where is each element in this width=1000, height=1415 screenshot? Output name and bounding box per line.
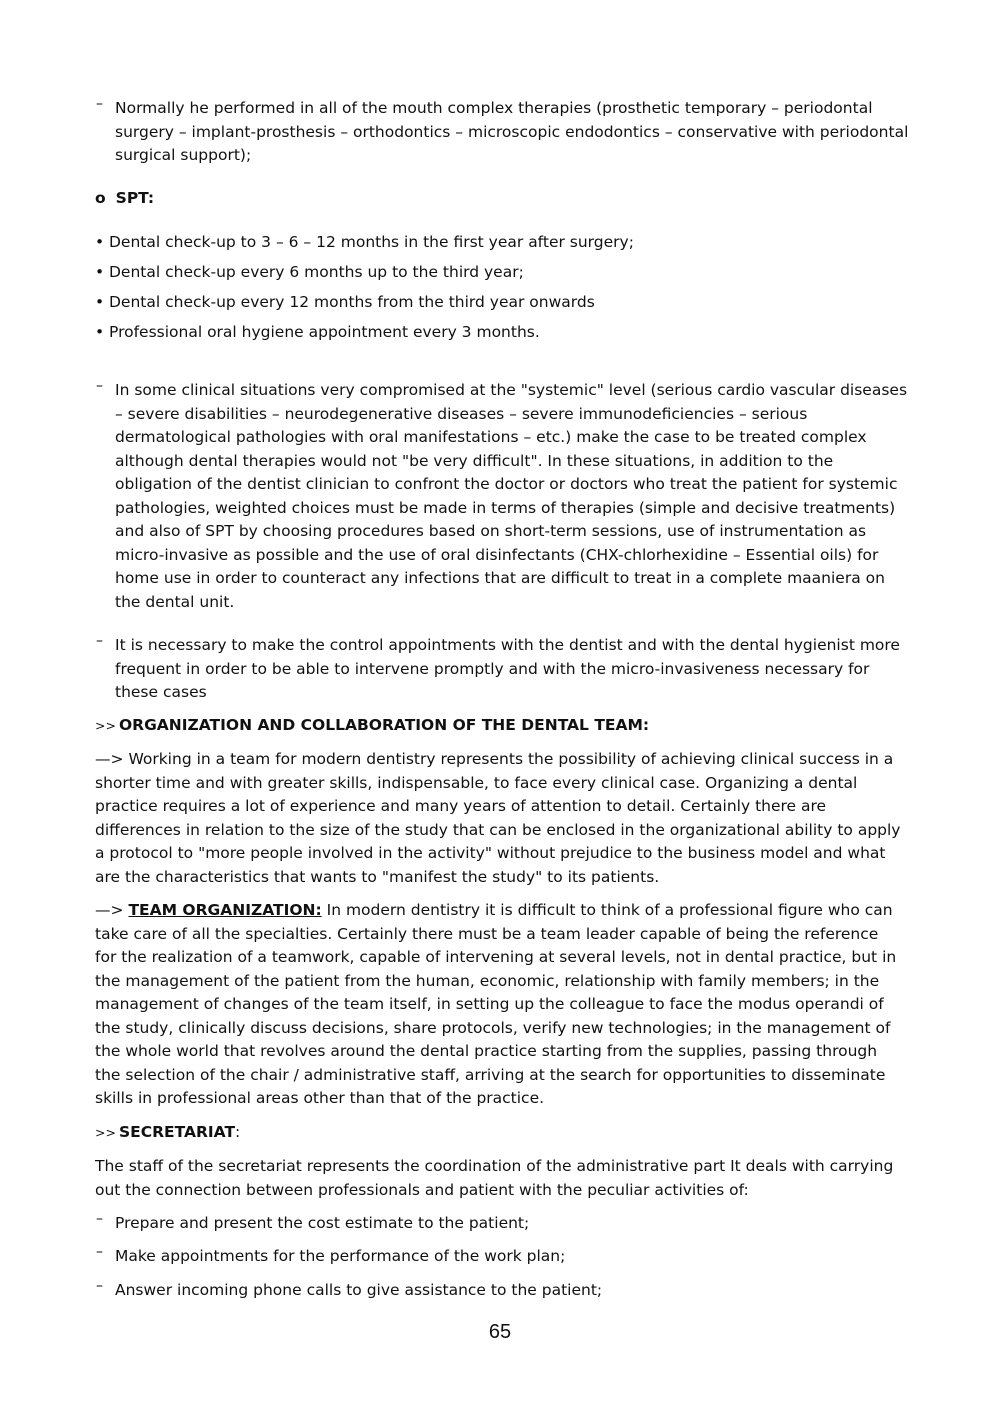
spt-heading-text: SPT:: [115, 189, 155, 207]
organization-heading-text: ORGANIZATION AND COLLABORATION OF THE DENTAL TEAM:: [118, 716, 650, 734]
bullet-icon: •: [95, 293, 105, 311]
spt-marker: o: [95, 189, 106, 207]
spt-bullet-item: [95, 231, 634, 255]
heading-arrow: >>: [95, 718, 116, 733]
spt-bullet-text: Dental check-up to 3 – 6 – 12 months in the first year after surgery;: [109, 233, 634, 251]
list-item-text: Normally he performed in all of the mouth complex therapies (prosthetic temporary – periodontal surgery – implant-prosthesis – orthodontics – microscopic endodontics – conservative with periodontal surgical support);: [115, 99, 909, 164]
secretariat-heading: [95, 1121, 240, 1145]
bullet-icon: •: [95, 233, 105, 251]
list-item-systemic: [96, 378, 915, 614]
spt-heading: [95, 187, 154, 211]
spt-bullet-item: [95, 321, 540, 345]
dash-marker: –: [96, 1244, 103, 1260]
list-item-control-appointments: [96, 633, 915, 705]
dash-marker: –: [96, 633, 103, 649]
organization-paragraph-text: Working in a team for modern dentistry represents the possibility of achieving clinical success in a shorter time and with greater skills, indispensable, to face every clinical case. Organizing a dental practice requires a lot of experience and many years of attention to detail. Certainly there are differences in relation to the size of the study that can be enclosed in the organizational ability to apply a protocol to "more people involved in the activity" without prejudice to the business model and what are the characteristics that wants to "manifest the study" to its patients.: [95, 750, 901, 886]
team-organization-paragraph: [95, 899, 903, 1111]
spt-bullet-item: [95, 291, 595, 315]
secretariat-colon: :: [235, 1123, 241, 1141]
list-item-text: In some clinical situations very compromised at the "systemic" level (serious cardio vascular diseases – severe disabilities – neurodegenerative diseases – severe immunodeficiencies – serious dermatological pathologies with oral manifestations – etc.) make the case to be treated complex although dental therapies would not "be very difficult". In these situations, in addition to the obligation of the dentist clinician to confront the doctor or doctors who treat the patient for systemic pathologies, weighted choices must be made in terms of therapies (simple and decisive treatments) and also of SPT by choosing procedures based on short-term sessions, use of instrumentation as micro-invasive as possible and the use of oral disinfectants (CHX-chlorhexidine – Essential oils) for home use in order to counteract any infections that are difficult to treat in a complete maaniera on the dental unit.: [115, 381, 908, 611]
secretariat-heading-text: SECRETARIAT: [118, 1123, 236, 1141]
dash-marker: –: [96, 96, 103, 112]
page-number: 65: [488, 1321, 512, 1343]
organization-paragraph: [95, 748, 903, 889]
list-item-text: It is necessary to make the control appointments with the dentist and with the dental hygienist more frequent in order to be able to intervene promptly and with the micro-invasiveness necessary for these cases: [115, 636, 900, 701]
bullet-icon: •: [95, 323, 105, 341]
secretariat-item: [96, 1244, 915, 1269]
dash-marker: –: [96, 1278, 103, 1294]
dash-marker: –: [96, 1211, 103, 1227]
paragraph-arrow: —>: [95, 750, 124, 768]
secretariat-item-text: Prepare and present the cost estimate to the patient;: [115, 1214, 530, 1232]
spt-bullet-text: Professional oral hygiene appointment every 3 months.: [109, 323, 540, 341]
spt-bullet-text: Dental check-up every 12 months from the third year onwards: [109, 293, 595, 311]
secretariat-item: [96, 1211, 915, 1236]
secretariat-item-text: Answer incoming phone calls to give assistance to the patient;: [115, 1281, 603, 1299]
list-item-therapies: [96, 96, 915, 168]
team-organization-text: In modern dentistry it is difficult to think of a professional figure who can take care of all the specialties. Certainly there must be a team leader capable of being the reference for the realization of a teamwork, capable of intervening at several levels, not in dental practice, but in the management of the patient from the human, economic, relationship with family members; in the management of changes of the team itself, in setting up the colleague to face the modus operandi of the study, clinically discuss decisions, share protocols, verify new technologies; in the management of the whole world that revolves around the dental practice starting from the supplies, passing through the selection of the chair / administrative staff, arriving at the search for opportunities to disseminate skills in professional areas other than that of the practice.: [95, 901, 897, 1107]
secretariat-paragraph: [95, 1155, 903, 1202]
spt-bullet-text: Dental check-up every 6 months up to the third year;: [109, 263, 524, 281]
secretariat-item-text: Make appointments for the performance of the work plan;: [115, 1247, 566, 1265]
organization-heading: [95, 714, 649, 738]
secretariat-paragraph-text: The staff of the secretariat represents the coordination of the administrative part It deals with carrying out the connection between professionals and patient with the peculiar activities of:: [95, 1157, 894, 1199]
heading-arrow: >>: [95, 1125, 116, 1140]
spt-bullet-item: [95, 261, 524, 285]
team-organization-heading: TEAM ORGANIZATION:: [128, 901, 322, 919]
paragraph-arrow: —>: [95, 901, 124, 919]
secretariat-item: [96, 1278, 915, 1303]
dash-marker: –: [96, 378, 103, 394]
bullet-icon: •: [95, 263, 105, 281]
